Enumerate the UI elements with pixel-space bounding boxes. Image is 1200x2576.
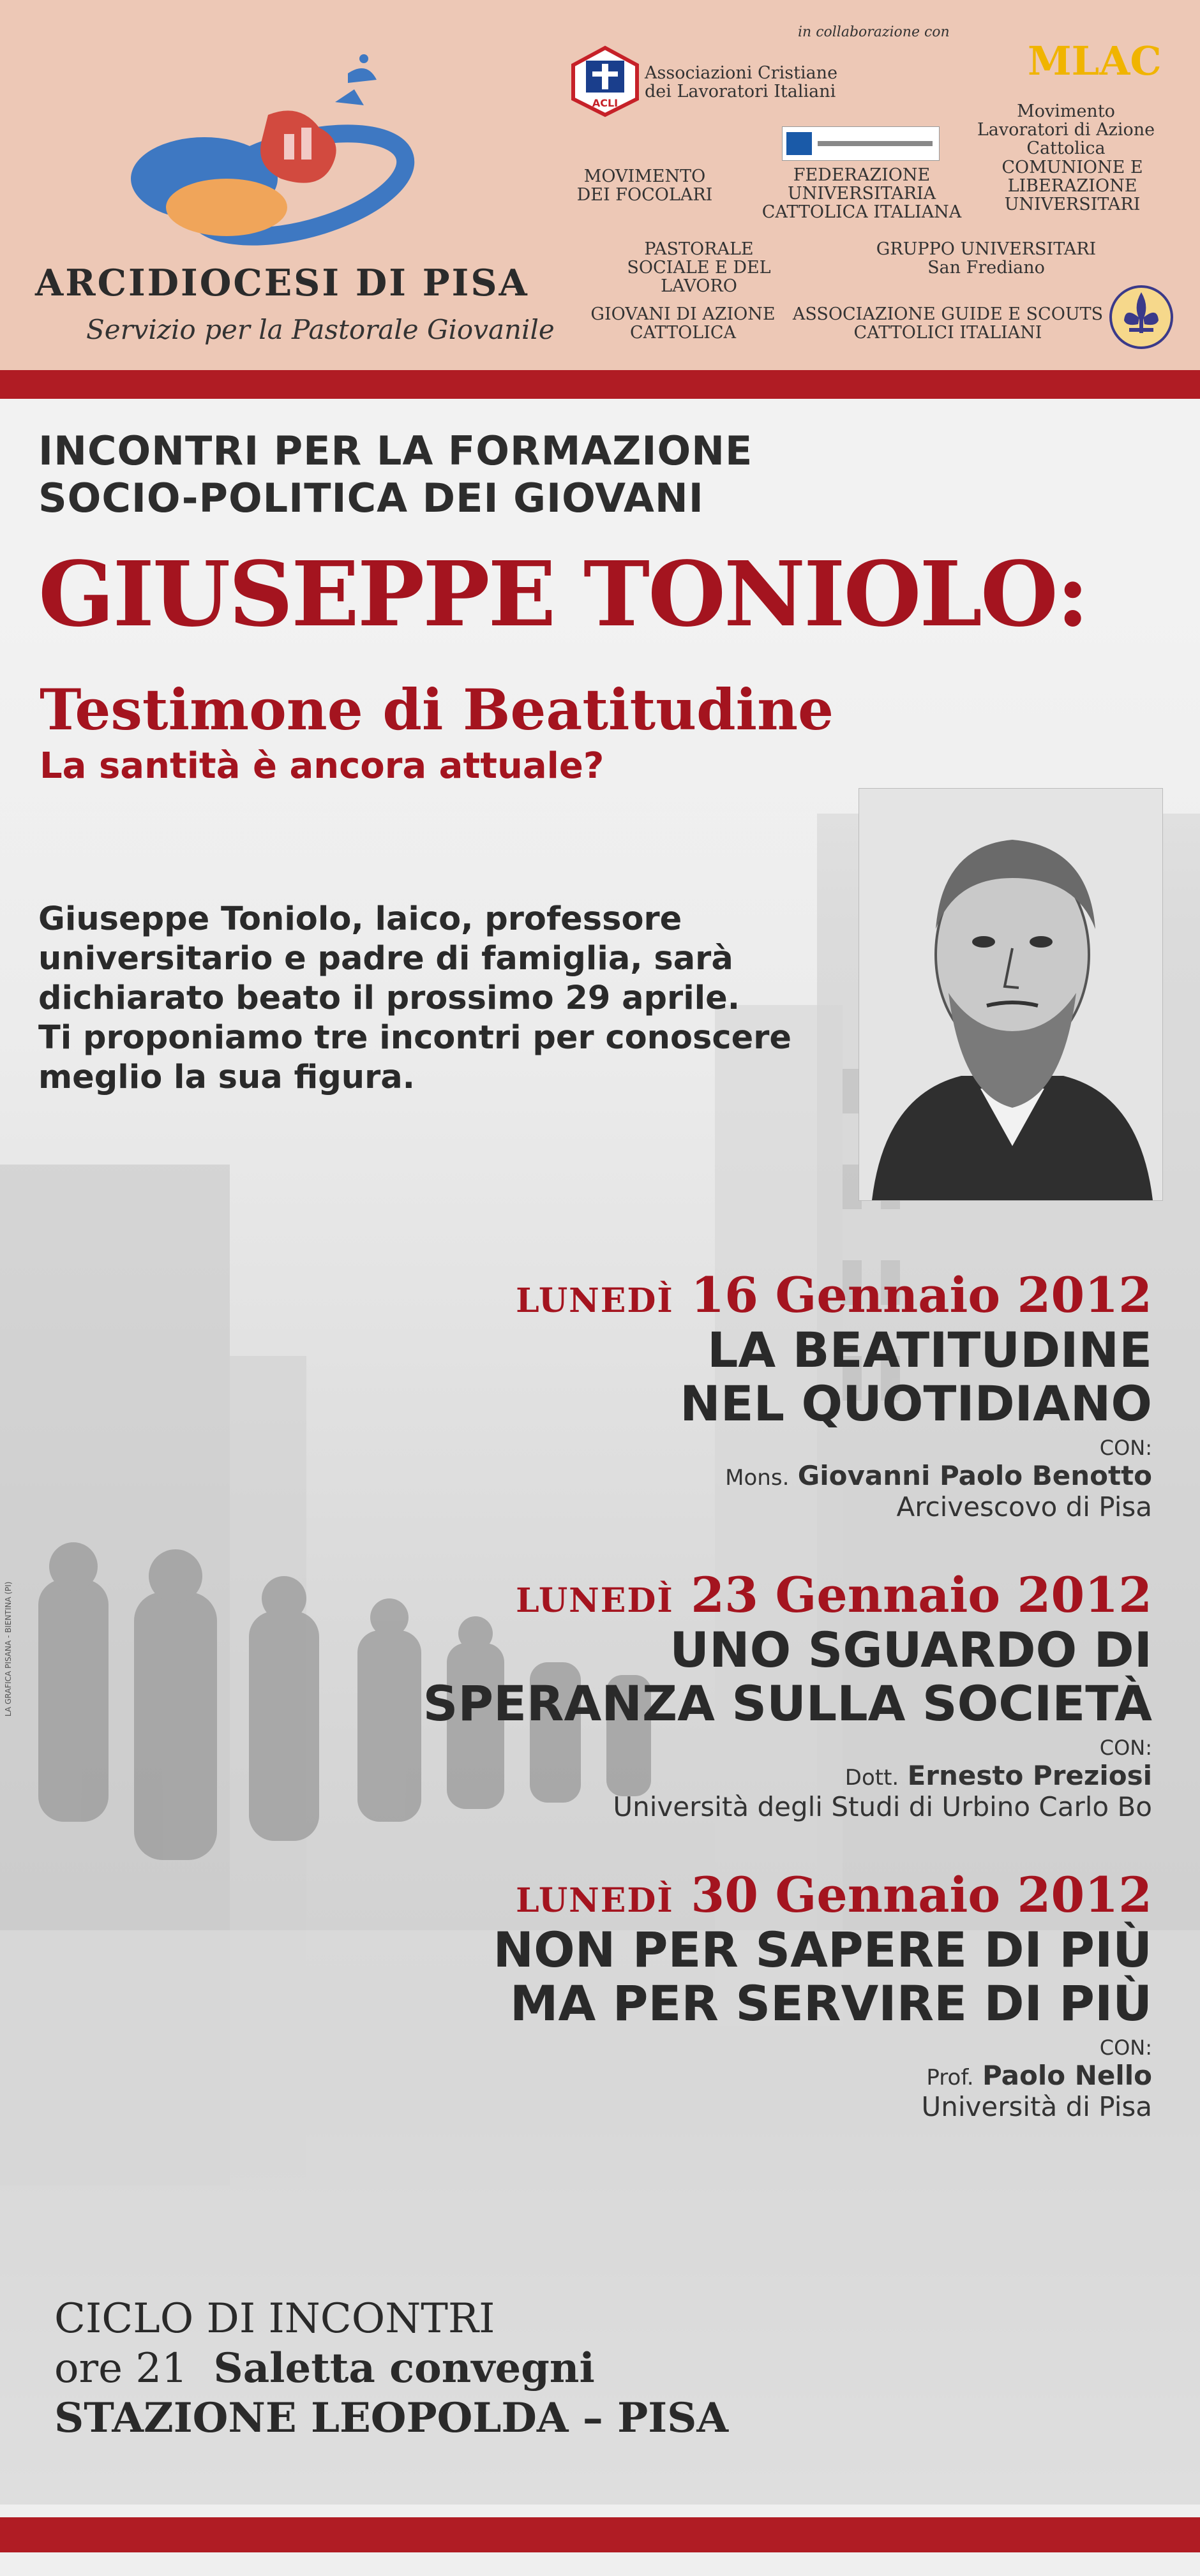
- org-acli: Associazioni Cristiane dei Lavoratori Italiani: [645, 63, 838, 101]
- fuci-logo: [782, 126, 940, 161]
- print-credits: LA GRAFICA PISANA - BIENTINA (PI): [4, 1581, 13, 1716]
- event-date-value: 30 Gennaio 2012: [691, 1866, 1152, 1923]
- intro-line-1: INCONTRI PER LA FORMAZIONE: [38, 428, 753, 474]
- event-con-label: CON:: [1099, 1736, 1152, 1760]
- diocese-logo: [128, 45, 447, 255]
- org-gruppo: GRUPPO UNIVERSITARI: [876, 239, 1097, 259]
- event-con-label: CON:: [1099, 1436, 1152, 1460]
- event-date: [516, 1267, 1152, 1323]
- description-line: universitario e padre di famiglia, sarà: [38, 940, 733, 978]
- event-speaker: [493, 2060, 1152, 2091]
- event-date-value: 23 Gennaio 2012: [691, 1567, 1152, 1623]
- description-line: dichiarato beato il prossimo 29 aprile.: [38, 979, 740, 1017]
- portrait-toniolo: [859, 788, 1163, 1201]
- cycle-info: [54, 2294, 728, 2443]
- org-giovani-ac: GIOVANI DI AZIONE CATTOLICA: [590, 304, 776, 343]
- cycle-line-3: STAZIONE LEOPOLDA – PISA: [54, 2394, 729, 2442]
- fuci-logo-icon: [783, 127, 939, 160]
- speaker-name: Paolo Nello: [982, 2060, 1152, 2091]
- footer-background: [0, 2552, 1200, 2576]
- intro-line-2: SOCIO-POLITICA DEI GIOVANI: [38, 475, 704, 521]
- acli-logo-text: ACLI: [592, 97, 619, 109]
- main-title: GIUSEPPE TONIOLO:: [38, 542, 1088, 647]
- diocese-name: ARCIDIOCESI DI PISA: [35, 262, 529, 304]
- speaker-prefix: Mons.: [725, 1465, 790, 1491]
- description-line: Giuseppe Toniolo, laico, professore: [38, 900, 682, 938]
- intro-heading: [38, 428, 753, 522]
- event-title-1: LA BEATITUDINE: [707, 1322, 1152, 1378]
- portrait-drawing: [859, 789, 1162, 1200]
- event-title-2: SPERANZA SULLA SOCIETÀ: [423, 1675, 1152, 1732]
- speaker-prefix: Dott.: [844, 1765, 899, 1791]
- event-title-1: NON PER SAPERE DI PIÙ: [493, 1921, 1152, 1978]
- event-title-2: NEL QUOTIDIANO: [680, 1375, 1152, 1432]
- event-day: LUNEDÌ: [516, 1581, 674, 1620]
- event-speaker: [423, 1760, 1152, 1791]
- event-day: LUNEDÌ: [516, 1281, 674, 1320]
- cycle-line-1: CICLO DI INCONTRI: [54, 2295, 495, 2342]
- event-title-2: MA PER SERVIRE DI PIÙ: [509, 1975, 1152, 2032]
- org-agesci: ASSOCIAZIONE GUIDE E SCOUTS CATTOLICI ITALIANI: [792, 304, 1104, 343]
- event-3: [493, 1866, 1152, 2122]
- event-date: [493, 1866, 1152, 1923]
- acli-logo-icon: [570, 45, 640, 118]
- description-line: meglio la sua figura.: [38, 1059, 416, 1096]
- speaker-name: Giovanni Paolo Benotto: [797, 1460, 1152, 1491]
- org-pastorale: PASTORALE SOCIALE E DEL LAVORO: [627, 239, 771, 296]
- header-divider-bar: [0, 370, 1200, 399]
- cycle-time: ore 21: [54, 2345, 188, 2392]
- footer-bar: [0, 2517, 1200, 2552]
- speaker-name: Ernesto Preziosi: [907, 1760, 1152, 1791]
- event-date: [423, 1567, 1152, 1623]
- event-speaker: [516, 1460, 1152, 1491]
- mlac-logo-icon: [1024, 35, 1162, 89]
- speaker-prefix: Prof.: [926, 2065, 974, 2090]
- org-focolari: MOVIMENTO DEI FOCOLARI: [576, 167, 713, 205]
- description-line: Ti proponiamo tre incontri per conoscere: [38, 1019, 791, 1057]
- event-affiliation: Università di Pisa: [921, 2091, 1152, 2122]
- cycle-line-2: [54, 2344, 728, 2394]
- event-1: [516, 1267, 1152, 1523]
- event-title-1: UNO SGUARDO DI: [670, 1621, 1152, 1678]
- description: [38, 900, 836, 1098]
- event-con-label: CON:: [1099, 2036, 1152, 2060]
- org-gruppo-sub: San Frediano: [927, 258, 1045, 278]
- mlac-logo-text: MLAC: [1028, 38, 1162, 84]
- event-affiliation: Arcivescovo di Pisa: [896, 1491, 1152, 1523]
- agesci-fleur-icon: [1106, 281, 1176, 354]
- event-day: LUNEDÌ: [516, 1881, 674, 1920]
- event-2: [423, 1567, 1152, 1822]
- event-date-value: 16 Gennaio 2012: [691, 1267, 1152, 1323]
- cycle-room: Saletta convegni: [213, 2344, 595, 2392]
- event-affiliation: Università degli Studi di Urbino Carlo Bo: [613, 1791, 1152, 1822]
- subtitle: Testimone di Beatitudine: [40, 676, 834, 743]
- org-mlac: Movimento Lavoratori di Azione Cattolica: [977, 101, 1155, 158]
- org-fuci: FEDERAZIONE UNIVERSITARIA CATTOLICA ITALIANA: [761, 165, 962, 222]
- question: La santità è ancora attuale?: [40, 745, 604, 787]
- org-cl: COMUNIONE E LIBERAZIONE UNIVERSITARI: [1001, 158, 1143, 214]
- collaboration-label: in collaborazione con: [798, 24, 950, 40]
- diocese-service: Servizio per la Pastorale Giovanile: [86, 314, 555, 345]
